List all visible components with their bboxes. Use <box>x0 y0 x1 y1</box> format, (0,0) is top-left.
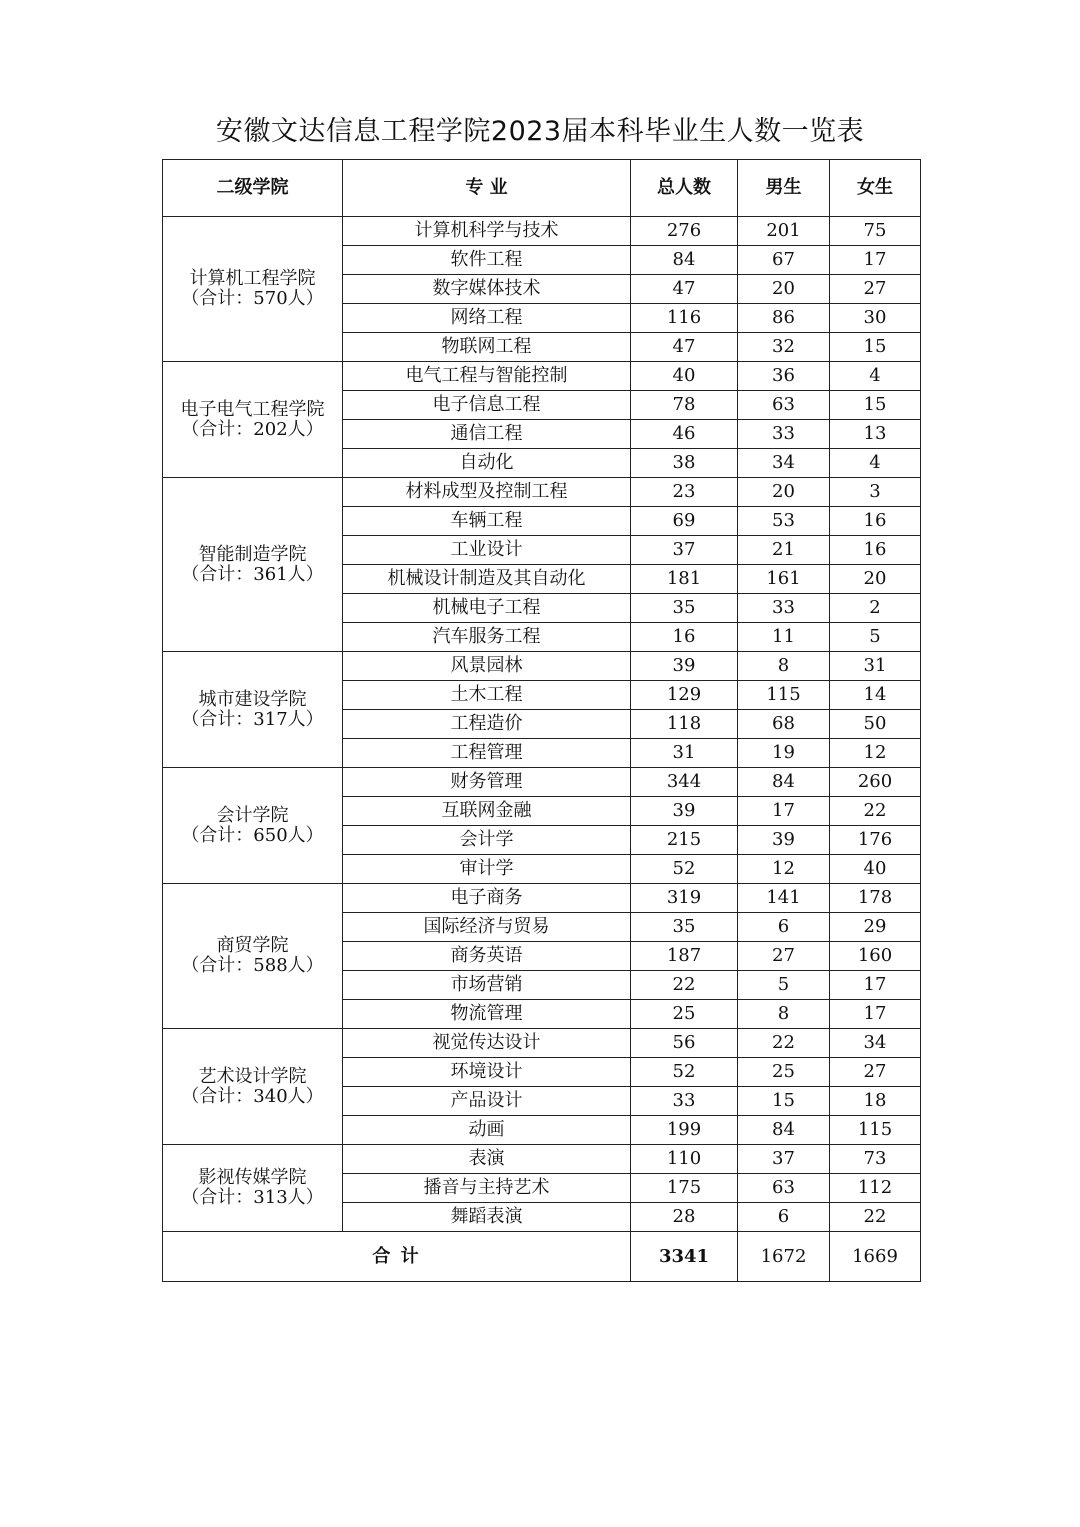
major-cell: 汽车服务工程 <box>343 623 631 652</box>
total-cell: 47 <box>631 333 738 362</box>
major-cell: 会计学 <box>343 826 631 855</box>
male-cell: 20 <box>738 478 830 507</box>
female-cell: 15 <box>830 333 921 362</box>
total-cell: 187 <box>631 942 738 971</box>
female-cell: 115 <box>830 1116 921 1145</box>
male-cell: 161 <box>738 565 830 594</box>
major-cell: 通信工程 <box>343 420 631 449</box>
total-cell: 38 <box>631 449 738 478</box>
major-cell: 工程造价 <box>343 710 631 739</box>
major-cell: 工程管理 <box>343 739 631 768</box>
major-cell: 风景园林 <box>343 652 631 681</box>
major-cell: 机械电子工程 <box>343 594 631 623</box>
college-cell <box>163 1145 343 1232</box>
male-cell: 8 <box>738 652 830 681</box>
major-cell: 互联网金融 <box>343 797 631 826</box>
major-cell: 环境设计 <box>343 1058 631 1087</box>
major-cell: 材料成型及控制工程 <box>343 478 631 507</box>
male-cell: 6 <box>738 1203 830 1232</box>
major-cell: 商务英语 <box>343 942 631 971</box>
graduates-table <box>162 159 921 1282</box>
major-cell: 网络工程 <box>343 304 631 333</box>
major-cell: 数字媒体技术 <box>343 275 631 304</box>
female-cell: 176 <box>830 826 921 855</box>
female-cell: 4 <box>830 362 921 391</box>
total-cell: 52 <box>631 1058 738 1087</box>
total-cell: 47 <box>631 275 738 304</box>
total-cell: 23 <box>631 478 738 507</box>
male-cell: 32 <box>738 333 830 362</box>
female-cell: 3 <box>830 478 921 507</box>
male-cell: 34 <box>738 449 830 478</box>
male-cell: 115 <box>738 681 830 710</box>
female-cell: 75 <box>830 217 921 246</box>
total-cell: 78 <box>631 391 738 420</box>
grand-total-male: 1672 <box>738 1232 830 1282</box>
female-cell: 16 <box>830 536 921 565</box>
major-cell: 表演 <box>343 1145 631 1174</box>
female-cell: 73 <box>830 1145 921 1174</box>
total-cell: 52 <box>631 855 738 884</box>
table-footer <box>163 1232 921 1282</box>
total-cell: 181 <box>631 565 738 594</box>
female-cell: 50 <box>830 710 921 739</box>
total-cell: 46 <box>631 420 738 449</box>
female-cell: 18 <box>830 1087 921 1116</box>
total-cell: 35 <box>631 913 738 942</box>
female-cell: 2 <box>830 594 921 623</box>
male-cell: 36 <box>738 362 830 391</box>
total-cell: 118 <box>631 710 738 739</box>
male-cell: 84 <box>738 768 830 797</box>
total-cell: 56 <box>631 1029 738 1058</box>
table-row <box>163 652 921 681</box>
female-cell: 112 <box>830 1174 921 1203</box>
major-cell: 机械设计制造及其自动化 <box>343 565 631 594</box>
male-cell: 19 <box>738 739 830 768</box>
college-name: 电子电气工程学院 <box>180 398 325 420</box>
total-cell: 22 <box>631 971 738 1000</box>
grand-total-label: 合 计 <box>163 1232 631 1282</box>
college-total-label: （合计：650人） <box>181 824 324 846</box>
total-cell: 116 <box>631 304 738 333</box>
male-cell: 20 <box>738 275 830 304</box>
male-cell: 63 <box>738 1174 830 1203</box>
total-cell: 40 <box>631 362 738 391</box>
header-college: 二级学院 <box>163 160 343 217</box>
college-name: 艺术设计学院 <box>198 1065 307 1087</box>
header-total: 总人数 <box>631 160 738 217</box>
college-name: 会计学院 <box>216 804 289 826</box>
female-cell: 178 <box>830 884 921 913</box>
female-cell: 12 <box>830 739 921 768</box>
male-cell: 86 <box>738 304 830 333</box>
college-total-label: （合计：202人） <box>181 418 324 440</box>
total-cell: 37 <box>631 536 738 565</box>
table-row <box>163 1029 921 1058</box>
female-cell: 27 <box>830 275 921 304</box>
female-cell: 30 <box>830 304 921 333</box>
female-cell: 40 <box>830 855 921 884</box>
major-cell: 车辆工程 <box>343 507 631 536</box>
college-cell <box>163 768 343 884</box>
female-cell: 160 <box>830 942 921 971</box>
grand-total-count: 3341 <box>631 1232 738 1282</box>
male-cell: 63 <box>738 391 830 420</box>
total-cell: 175 <box>631 1174 738 1203</box>
college-cell <box>163 1029 343 1145</box>
college-total-label: （合计：313人） <box>181 1187 324 1208</box>
college-name: 商贸学院 <box>216 935 289 956</box>
major-cell: 动画 <box>343 1116 631 1145</box>
major-cell: 国际经济与贸易 <box>343 913 631 942</box>
male-cell: 17 <box>738 797 830 826</box>
total-cell: 28 <box>631 1203 738 1232</box>
total-cell: 35 <box>631 594 738 623</box>
college-total-label: （合计：361人） <box>181 563 324 585</box>
male-cell: 68 <box>738 710 830 739</box>
college-total-label: （合计：317人） <box>181 708 324 730</box>
total-cell: 344 <box>631 768 738 797</box>
female-cell: 34 <box>830 1029 921 1058</box>
total-cell: 33 <box>631 1087 738 1116</box>
female-cell: 17 <box>830 246 921 275</box>
header-major: 专 业 <box>343 160 631 217</box>
total-cell: 39 <box>631 652 738 681</box>
college-total-label: （合计：340人） <box>181 1085 324 1107</box>
table-header <box>163 160 921 217</box>
female-cell: 22 <box>830 1203 921 1232</box>
college-name: 影视传媒学院 <box>198 1167 307 1188</box>
college-cell <box>163 362 343 478</box>
male-cell: 39 <box>738 826 830 855</box>
grand-total-row <box>163 1232 921 1282</box>
male-cell: 33 <box>738 420 830 449</box>
female-cell: 29 <box>830 913 921 942</box>
major-cell: 计算机科学与技术 <box>343 217 631 246</box>
table-row <box>163 768 921 797</box>
header-row <box>163 160 921 217</box>
male-cell: 27 <box>738 942 830 971</box>
total-cell: 276 <box>631 217 738 246</box>
college-cell <box>163 478 343 652</box>
male-cell: 67 <box>738 246 830 275</box>
male-cell: 11 <box>738 623 830 652</box>
male-cell: 141 <box>738 884 830 913</box>
header-male: 男生 <box>738 160 830 217</box>
female-cell: 14 <box>830 681 921 710</box>
male-cell: 22 <box>738 1029 830 1058</box>
total-cell: 215 <box>631 826 738 855</box>
major-cell: 软件工程 <box>343 246 631 275</box>
total-cell: 84 <box>631 246 738 275</box>
grand-total-female: 1669 <box>830 1232 921 1282</box>
college-total-label: （合计：570人） <box>181 288 324 309</box>
female-cell: 16 <box>830 507 921 536</box>
total-cell: 39 <box>631 797 738 826</box>
college-name: 智能制造学院 <box>198 543 307 565</box>
table-row <box>163 884 921 913</box>
male-cell: 5 <box>738 971 830 1000</box>
male-cell: 33 <box>738 594 830 623</box>
female-cell: 260 <box>830 768 921 797</box>
header-female: 女生 <box>830 160 921 217</box>
major-cell: 物联网工程 <box>343 333 631 362</box>
total-cell: 16 <box>631 623 738 652</box>
female-cell: 15 <box>830 391 921 420</box>
major-cell: 视觉传达设计 <box>343 1029 631 1058</box>
male-cell: 8 <box>738 1000 830 1029</box>
major-cell: 自动化 <box>343 449 631 478</box>
college-cell <box>163 652 343 768</box>
major-cell: 电气工程与智能控制 <box>343 362 631 391</box>
male-cell: 84 <box>738 1116 830 1145</box>
college-total-label: （合计：588人） <box>181 955 324 976</box>
table-row <box>163 478 921 507</box>
page-title: 安徽文达信息工程学院2023届本科毕业生人数一览表 <box>215 116 865 147</box>
major-cell: 市场营销 <box>343 971 631 1000</box>
total-cell: 69 <box>631 507 738 536</box>
major-cell: 物流管理 <box>343 1000 631 1029</box>
table-body <box>163 217 921 1232</box>
total-cell: 110 <box>631 1145 738 1174</box>
major-cell: 土木工程 <box>343 681 631 710</box>
female-cell: 27 <box>830 1058 921 1087</box>
major-cell: 播音与主持艺术 <box>343 1174 631 1203</box>
male-cell: 6 <box>738 913 830 942</box>
male-cell: 201 <box>738 217 830 246</box>
total-cell: 199 <box>631 1116 738 1145</box>
table-row <box>163 217 921 246</box>
male-cell: 21 <box>738 536 830 565</box>
major-cell: 产品设计 <box>343 1087 631 1116</box>
college-name: 计算机工程学院 <box>189 268 316 289</box>
male-cell: 37 <box>738 1145 830 1174</box>
male-cell: 25 <box>738 1058 830 1087</box>
female-cell: 31 <box>830 652 921 681</box>
female-cell: 17 <box>830 971 921 1000</box>
male-cell: 53 <box>738 507 830 536</box>
major-cell: 工业设计 <box>343 536 631 565</box>
major-cell: 审计学 <box>343 855 631 884</box>
major-cell: 舞蹈表演 <box>343 1203 631 1232</box>
total-cell: 25 <box>631 1000 738 1029</box>
male-cell: 15 <box>738 1087 830 1116</box>
table-row <box>163 1145 921 1174</box>
college-name: 城市建设学院 <box>198 688 307 710</box>
major-cell: 电子信息工程 <box>343 391 631 420</box>
college-cell <box>163 217 343 362</box>
female-cell: 20 <box>830 565 921 594</box>
table-row <box>163 362 921 391</box>
major-cell: 财务管理 <box>343 768 631 797</box>
total-cell: 31 <box>631 739 738 768</box>
major-cell: 电子商务 <box>343 884 631 913</box>
female-cell: 13 <box>830 420 921 449</box>
female-cell: 17 <box>830 1000 921 1029</box>
female-cell: 4 <box>830 449 921 478</box>
male-cell: 12 <box>738 855 830 884</box>
female-cell: 5 <box>830 623 921 652</box>
total-cell: 319 <box>631 884 738 913</box>
college-cell <box>163 884 343 1029</box>
total-cell: 129 <box>631 681 738 710</box>
female-cell: 22 <box>830 797 921 826</box>
